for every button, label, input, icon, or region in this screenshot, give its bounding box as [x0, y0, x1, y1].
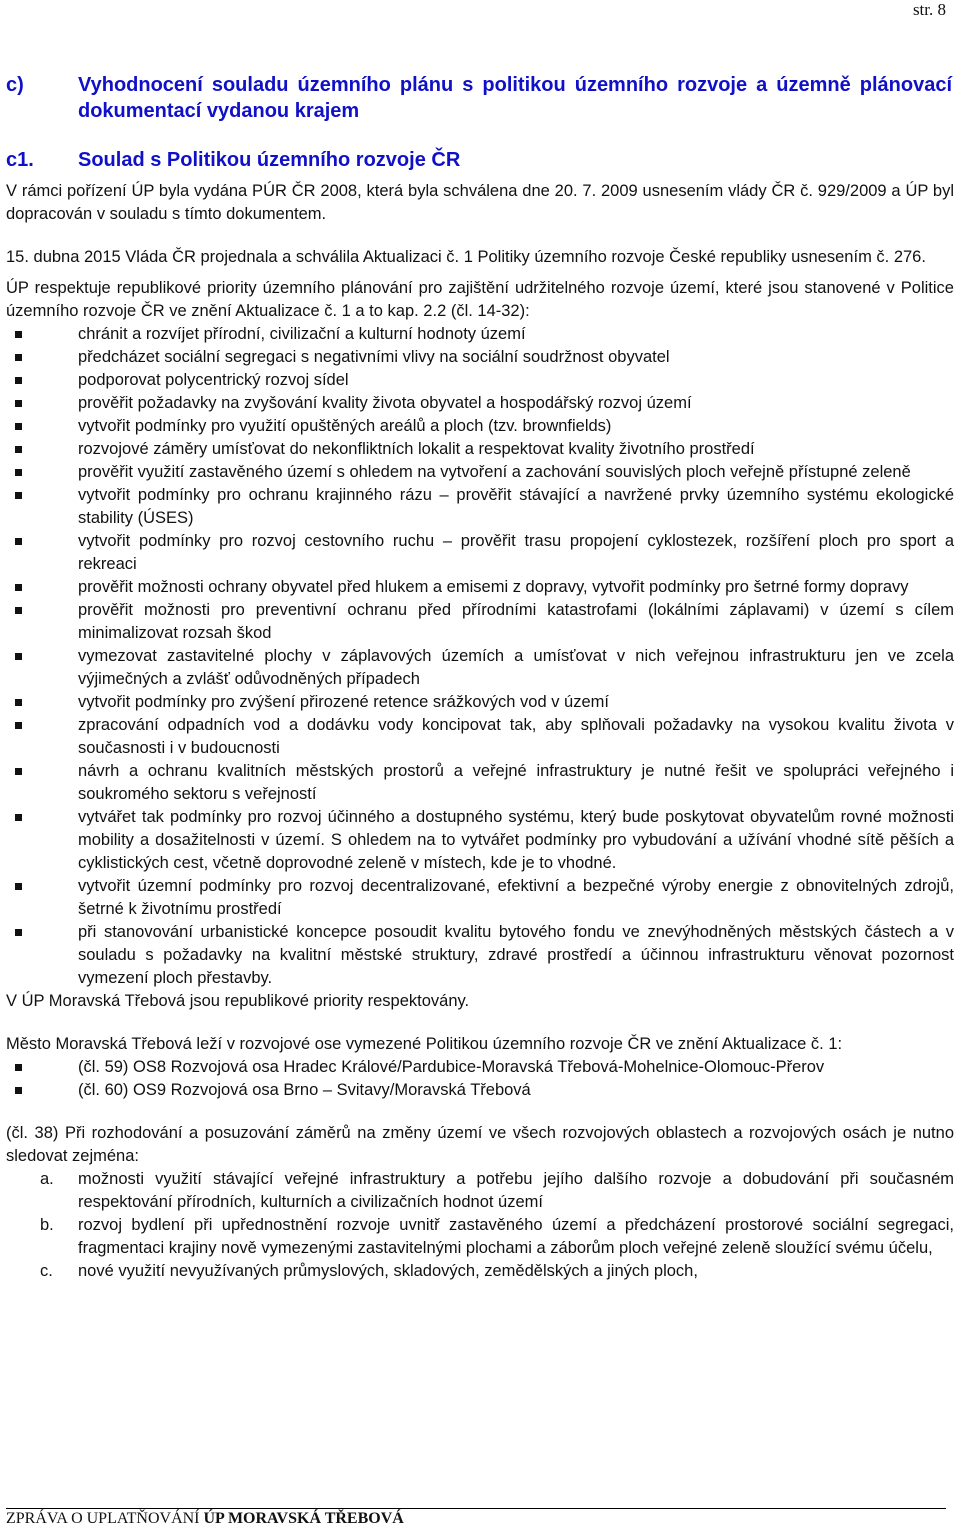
criteria-text: nové využití nevyužívaných průmyslových, skladových, zemědělských a jiných ploch,: [78, 1262, 698, 1280]
criteria-marker: b.: [40, 1216, 54, 1234]
priority-item: vymezovat zastavitelné plochy v záplavových územích a umísťovat v nich veřejnou infrastrukturu jen ve zcela výjimečných a zvlášť odůvodněných případech: [6, 645, 954, 691]
paragraph-pur-2008: V rámci pořízení ÚP byla vydána PÚR ČR 2008, která byla schválena dne 20. 7. 2009 usnesením vlády ČR č. 929/2009 a ÚP byl dopracován v souladu s tímto dokumentem.: [6, 182, 954, 223]
priority-item: návrh a ochranu kvalitních městských prostorů a veřejné infrastruktury je nutné řešit ve spolupráci veřejného i soukromého sektoru s veřejností: [6, 760, 954, 806]
criteria-text: možnosti využití stávající veřejné infrastruktury a potřebu jejího dalšího rozvoje a dobudování při současném respektování přírodních, kulturních a civilizačních hodnot území: [78, 1170, 954, 1211]
subsection-label: c1.: [6, 149, 34, 171]
priority-item: vytvořit podmínky pro ochranu krajinného rázu – prověřit stávající a navržené prvky územního systému ekologické stability (ÚSES): [6, 484, 954, 530]
axis-item: (čl. 59) OS8 Rozvojová osa Hradec Králové/Pardubice-Moravská Třebová-Mohelnice-Olomouc-Přerov: [6, 1056, 954, 1079]
paragraph-aktualizace: 15. dubna 2015 Vláda ČR projednala a schválila Aktualizaci č. 1 Politiky územního rozvoje České republiky usnesením č. 276.: [6, 248, 926, 266]
priority-item: chránit a rozvíjet přírodní, civilizační a kulturní hodnoty území: [6, 323, 954, 346]
priority-item: zpracování odpadních vod a dodávku vody koncipovat tak, aby splňovali požadavky na vysokou kvalitu života v současnosti i v budoucnosti: [6, 714, 954, 760]
main-content: [6, 180, 954, 1283]
section-heading-c1: [6, 147, 952, 173]
criteria-marker: a.: [40, 1170, 54, 1188]
footer-prefix: ZPRÁVA O UPLATŇOVÁNÍ: [6, 1510, 204, 1527]
priority-item: vytvářet tak podmínky pro rozvoj účinného a dostupného systému, který bude poskytovat obyvatelům rovné možnosti mobility a dosažitelnosti v území. S ohledem na to vytvářet podmínky pro vybudování a užívání vhodné sítě pěších a cyklistických cest, včetně doprovodné zeleně v místech, kde je to vhodné.: [6, 806, 954, 875]
priority-item: rozvojové záměry umísťovat do nekonfliktních lokalit a respektovat kvality životního prostředí: [6, 438, 954, 461]
priorities-list: [6, 323, 954, 990]
footer-title: ÚP MORAVSKÁ TŘEBOVÁ: [203, 1510, 404, 1527]
paragraph-article-38: (čl. 38) Při rozhodování a posuzování záměrů na změny území ve všech rozvojových oblastech a rozvojových osách je nutno sledovat zejména:: [6, 1124, 954, 1165]
subsection-title: Soulad s Politikou územního rozvoje ČR: [78, 149, 461, 171]
priority-item: prověřit požadavky na zvyšování kvality života obyvatel a hospodářský rozvoj území: [6, 392, 954, 415]
priority-item: prověřit možnosti ochrany obyvatel před hlukem a emisemi z dopravy, vytvořit podmínky pro šetrné formy dopravy: [6, 576, 954, 599]
page-number: str. 8: [912, 0, 946, 19]
criteria-item: [6, 1260, 954, 1283]
priority-item: prověřit možnosti pro preventivní ochranu před přírodními katastrofami (lokálními záplavami) v území s cílem minimalizovat rozsah škod: [6, 599, 954, 645]
criteria-item: [6, 1214, 954, 1260]
priority-item: vytvořit územní podmínky pro rozvoj decentralizované, efektivní a bezpečné výroby energie z obnovitelných zdrojů, šetrné k životnímu prostředí: [6, 875, 954, 921]
axes-list: [6, 1056, 954, 1102]
page-footer: [6, 1508, 946, 1528]
priority-item: vytvořit podmínky pro využití opuštěných areálů a ploch (tzv. brownfields): [6, 415, 954, 438]
priority-item: vytvořit podmínky pro zvýšení přirozené retence srážkových vod v území: [6, 691, 954, 714]
criteria-text: rozvoj bydlení při upřednostnění rozvoje uvnitř zastavěného území a předcházení prostorové sociální segregaci, fragmentaci krajiny nově vymezenými zastavitelnými plochami a záborům ploch veřejné zeleně sloužící svému účelu,: [78, 1216, 954, 1257]
section-heading-c: [6, 72, 952, 124]
axis-item: (čl. 60) OS9 Rozvojová osa Brno – Svitavy/Moravská Třebová: [6, 1079, 954, 1102]
paragraph-development-axis: Město Moravská Třebová leží v rozvojové ose vymezené Politikou územního rozvoje ČR ve znění Aktualizace č. 1:: [6, 1035, 843, 1053]
criteria-marker: c.: [40, 1262, 53, 1280]
section-title: Vyhodnocení souladu územního plánu s politikou územního rozvoje a územně plánovací dokumentací vydanou krajem: [78, 74, 952, 122]
paragraph-priorities-intro: ÚP respektuje republikové priority územního plánování pro zajištění udržitelného rozvoje území, které jsou stanovené v Politice územního rozvoje ČR ve znění Aktualizace č. 1 a to kap. 2.2 (čl. 14-32):: [6, 279, 954, 320]
priority-item: podporovat polycentrický rozvoj sídel: [6, 369, 954, 392]
priority-item: předcházet sociální segregaci s negativními vlivy na sociální soudržnost obyvatel: [6, 346, 954, 369]
priority-item: při stanovování urbanistické koncepce posoudit kvalitu bytového fondu ve znevýhodněných městských částech a v souladu s požadavky na kvalitní městské struktury, zdravé prostředí a účinnou infrastrukturu věnovat pozornost vymezení ploch přestavby.: [6, 921, 954, 990]
criteria-item: [6, 1168, 954, 1214]
section-label: c): [6, 74, 24, 96]
paragraph-priorities-respected: V ÚP Moravská Třebová jsou republikové priority respektovány.: [6, 992, 470, 1010]
criteria-list: [6, 1168, 954, 1283]
priority-item: vytvořit podmínky pro rozvoj cestovního ruchu – prověřit trasu propojení cyklostezek, rozšíření ploch pro sport a rekreaci: [6, 530, 954, 576]
priority-item: prověřit využití zastavěného území s ohledem na vytvoření a zachování souvislých ploch veřejně přístupné zeleně: [6, 461, 954, 484]
